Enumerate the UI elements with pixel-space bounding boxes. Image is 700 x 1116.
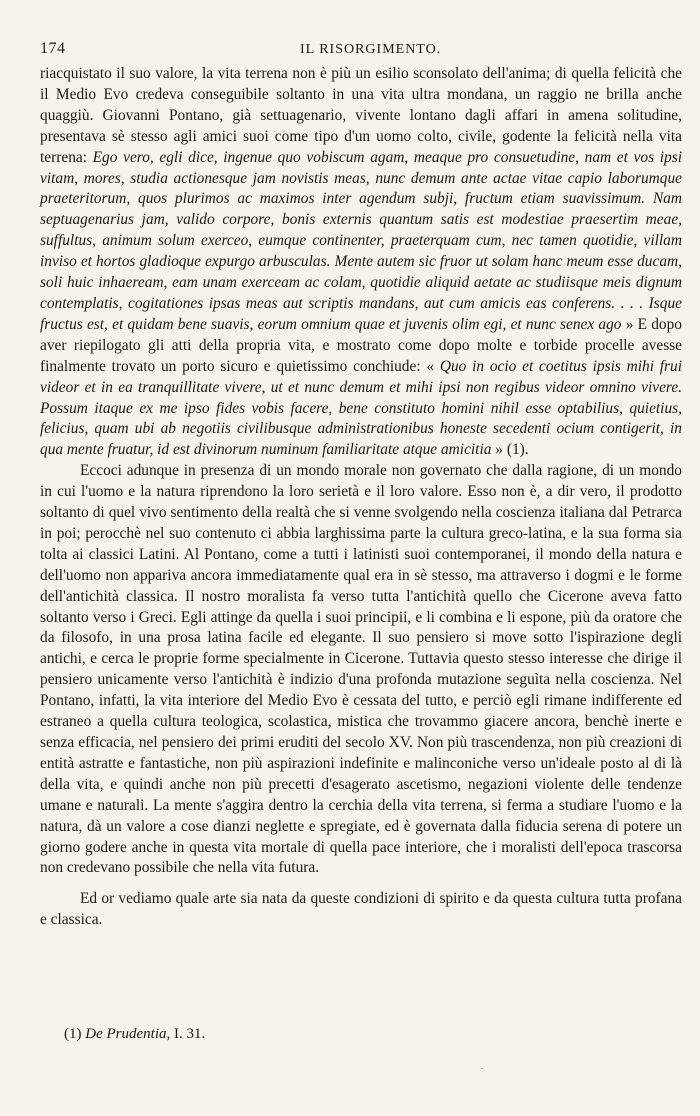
book-page: [40, 40, 682, 931]
paragraph-3: Ed or vediamo quale arte sia nata da queste condizioni di spirito e da questa cultura tutta profana e classica.: [40, 890, 682, 929]
running-title: IL RISORGIMENTO.: [300, 42, 442, 57]
paragraph-gap: [40, 879, 682, 889]
page-header: [40, 40, 682, 64]
paragraph-1: [40, 64, 682, 461]
footnote-title: De Prudentia: [85, 1026, 167, 1042]
pontano-quote-1: Ego vero, egli dice, ingenue quo vobiscum agam, meaque pro consuetudine, nam et vos ipsi vitam, mores, studia actionesque jam novistis meas, nunc demum ante actae vitae capio laborumque praeteritorum, quos plurimos ac maximos inter agendum subji, fructum etiam suavissimum. Nam septuagenarius jam, valido corpore, bonis externis quantum satis est modestiae praesertim meae, suffultus, animum solum exerceo, eumque continenter, praeterquam cum, nec tamen quotidie, villam inviso et hortos gladioque expurgo arbusculas. Mente autem sic fruor ut solam hanc meum esse ducam, soli huic inhaeream, eam unam exerceam ac colam, quotidie aliquid aetate ac studiisque meis dignum contemplatis, cogitationes ipsas meas aut scriptis mandans, aut cum amicis eas conferens. . . . Isque fructus est, et quidam bene suavis, eorum omnium quae et juvenis olim egi, et nunc senex ago: [40, 148, 682, 333]
scan-speck: ·: [480, 1061, 484, 1075]
footnote-ref: , I. 31.: [166, 1026, 206, 1042]
paragraph-2: Eccoci adunque in presenza di un mondo morale non governato che dalla ragione, di un mondo in cui l'uomo e la natura riprendono la loro serietà e il loro valore. Esso non è, a dir vero, il prodotto soltanto di quel vivo sentimento della realtà che si venne svolgendo nella coscienza italiana dal Petrarca in poi; perocchè nel suo contenuto ci abbia larghissima parte la cultura greco-latina, e la sua forma sia tolta ai classici Latini. Al Pontano, come a tutti i latinisti suoi contemporanei, il mondo della natura e dell'uomo non appariva ancora immediatamente qual era in sè stesso, ma attraverso i dogmi e le forme dell'antichità classica. Il nostro moralista fa verso tutta l'antichità quello che Cicerone aveva fatto soltanto verso i Greci. Egli attinge da quella i suoi principii, e li combina e li espone, più da oratore che da filosofo, in una prosa latina facile ed elegante. Il suo pensiero si move sotto l'ispirazione degli antichi, e cerca le proprie forme specialmente in Cicerone. Tuttavia questo stesso interesse che dirige il pensiero unicamente verso l'antichità è indizio d'una profonda mutazione seguìta nella coscienza. Nel Pontano, infatti, la vita interiore del Medio Evo è cessata del tutto, e perciò egli rimane indifferente ed estraneo a quella cultura teologica, scolastica, mistica che trovammo giacere ancora, benchè inerte e senza efficacia, nel pensiero dei primi eruditi del secolo XV. Non più trascendenza, non più creazioni di entità astratte e fantastiche, non più aspirazioni indefinite e malinconiche verso un'ideale posto al di là della vita, e quindi anche non più precetti d'esagerato ascetismo, negazioni violente delle tendenze umane e naturali. La mente s'aggira dentro la cerchia della vita terrena, si ferma a studiare l'uomo e la natura, dà un valore a cose dianzi neglette e spregiate, ed è governata dalla fiducia serena di potere un giorno godere anche in questa vita mortale di quella pace interiore, che i moralisti dell'epoca trascorsa non credevano possibile che nella vita futura.: [40, 462, 682, 877]
pontano-quote-2: Quo in ocio et coetitus ipsis mihi frui videor et in ea tranquillitate vivere, ut et nunc demum et mihi ipsi non regibus videor omnino vivere. Possum itaque ex me ipso fides vobis facere, bene constituto homini nihil esse optabilius, quietius, felicius, quam ubi ab negotiis civilibusque administrationibus honeste secedenti ocium contigerit, in qua mente fruatur, id est divinorum numinum familiaritate atque amicitia: [40, 357, 683, 459]
footnote-reference: » (1).: [491, 441, 529, 459]
paragraph-1-continuation: » E dopo aver riepilogato gli atti della propria vita, e mostrato come dopo molte e torbide procelle avesse finalmente trovato un porto sicuro e quietissimo conchiude: «: [40, 315, 682, 375]
paragraph-1-text: riacquistato il suo valore, la vita terrena non è più un esilio sconsolato dell'anima; di quella felicità che il Medio Evo credeva conseguibile soltanto in una vita ultra mondana, un raggio ne brilla anche quaggiù. Giovanni Pontano, già settuagenario, vivente lontano dagli affari in amena solitudine, presentava sè stesso agli amici suoi come tipo d'un uomo colto, civile, godente la felicità nella vita terrena:: [40, 65, 682, 166]
page-number: 174: [40, 40, 66, 57]
footnote-marker: (1): [64, 1026, 86, 1042]
footnote: [64, 1026, 205, 1043]
